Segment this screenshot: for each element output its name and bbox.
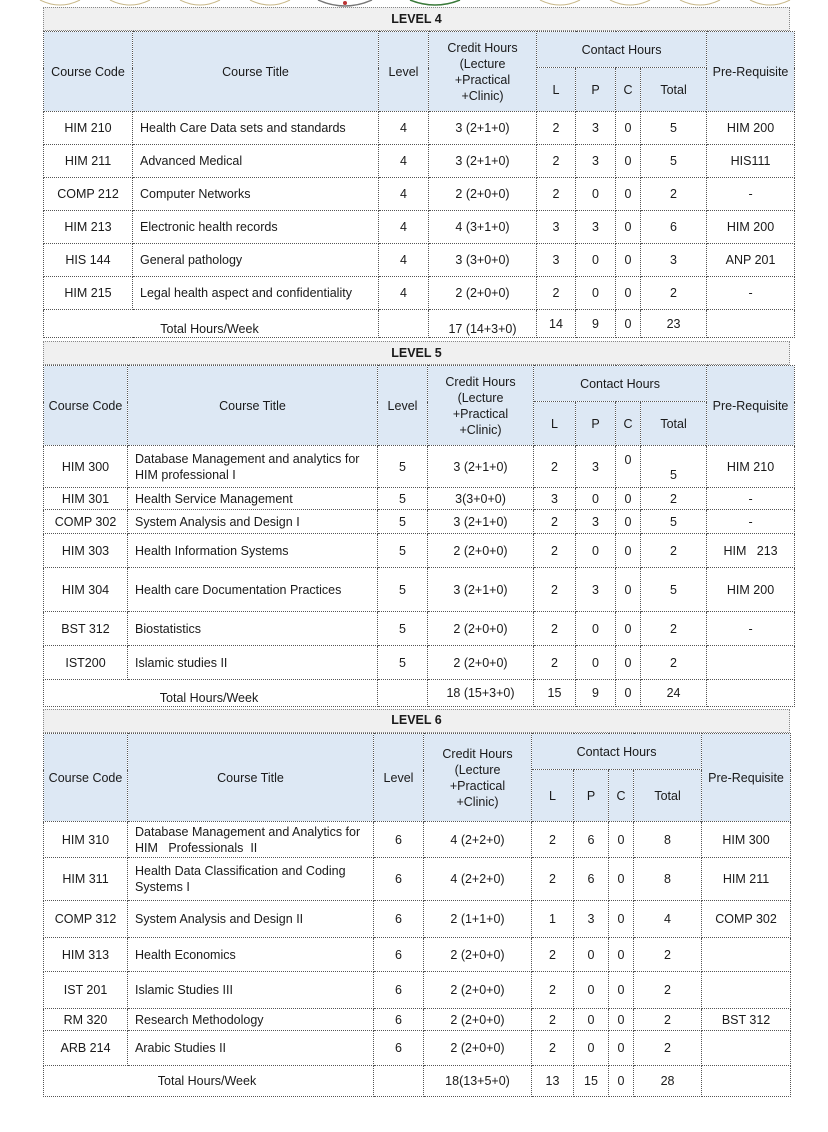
course-prereq: - [707, 510, 795, 534]
header-course-code: Course Code [44, 366, 128, 446]
course-prereq: BST 312 [702, 1009, 791, 1031]
table-row [44, 488, 795, 510]
course-total: 3 [641, 244, 707, 277]
course-l: 2 [537, 277, 576, 310]
course-prereq: HIM 210 [707, 446, 795, 488]
total-credit: 18(13+5+0) [424, 1066, 532, 1097]
course-l: 2 [534, 568, 576, 612]
course-p: 0 [574, 1009, 609, 1031]
course-l: 2 [537, 145, 576, 178]
course-credit: 3(3+0+0) [428, 488, 534, 510]
course-l: 1 [532, 901, 574, 938]
course-level: 5 [378, 534, 428, 568]
course-total: 8 [634, 858, 702, 901]
course-credit: 2 (1+1+0) [424, 901, 532, 938]
total-l: 15 [534, 680, 576, 707]
total-row [44, 1066, 791, 1097]
course-c: 0 [616, 568, 641, 612]
course-total: 2 [634, 1031, 702, 1066]
table-row [44, 446, 795, 488]
course-code: RM 320 [44, 1009, 128, 1031]
header-c: C [609, 770, 634, 822]
course-c: 0 [609, 972, 634, 1009]
course-credit: 2 (2+0+0) [428, 646, 534, 680]
table-row [44, 178, 795, 211]
course-prereq: - [707, 612, 795, 646]
header-credit-hours: Credit Hours (Lecture +Practical +Clinic) [429, 32, 537, 112]
total-row [44, 310, 795, 338]
course-title: Islamic Studies III [128, 972, 374, 1009]
course-prereq: HIM 200 [707, 112, 795, 145]
total-c: 0 [609, 1066, 634, 1097]
course-credit: 3 (2+1+0) [428, 510, 534, 534]
course-prereq: - [707, 488, 795, 510]
course-credit: 4 (3+1+0) [429, 211, 537, 244]
course-title: Electronic health records [133, 211, 379, 244]
course-p: 0 [576, 534, 616, 568]
course-total: 2 [634, 972, 702, 1009]
total-p: 9 [576, 680, 616, 707]
table-row [44, 858, 791, 901]
course-code: IST 201 [44, 972, 128, 1009]
course-credit: 2 (2+0+0) [424, 972, 532, 1009]
total-l: 14 [537, 310, 576, 338]
course-total: 2 [641, 178, 707, 211]
table-row [44, 901, 791, 938]
course-prereq [702, 1031, 791, 1066]
course-total: 2 [641, 488, 707, 510]
table-row [44, 972, 791, 1009]
header-course-title: Course Title [128, 734, 374, 822]
total-label: Total Hours/Week [44, 1066, 374, 1097]
course-title: Health care Documentation Practices [128, 568, 378, 612]
header-p: P [574, 770, 609, 822]
course-code: COMP 312 [44, 901, 128, 938]
course-level: 4 [379, 145, 429, 178]
table-row [44, 1009, 791, 1031]
course-prereq: HIM 213 [707, 534, 795, 568]
course-prereq: HIM 211 [702, 858, 791, 901]
course-p: 0 [576, 277, 616, 310]
header-p: P [576, 402, 616, 446]
course-credit: 3 (2+1+0) [429, 112, 537, 145]
course-c: 0 [616, 488, 641, 510]
course-total: 4 [634, 901, 702, 938]
course-l: 2 [532, 1009, 574, 1031]
level-6-heading: LEVEL 6 [43, 709, 790, 733]
course-p: 3 [576, 211, 616, 244]
total-p: 9 [576, 310, 616, 338]
course-title: Health Data Classification and Coding Systems I [128, 858, 374, 901]
total-credit: 17 (14+3+0) [429, 310, 537, 338]
header-total: Total [634, 770, 702, 822]
course-l: 2 [537, 112, 576, 145]
course-code: HIM 300 [44, 446, 128, 488]
table-row [44, 145, 795, 178]
course-c: 0 [616, 244, 641, 277]
course-title: Advanced Medical [133, 145, 379, 178]
course-p: 6 [574, 858, 609, 901]
course-l: 2 [532, 938, 574, 972]
course-code: HIM 310 [44, 822, 128, 858]
course-prereq [702, 972, 791, 1009]
course-c: 0 [616, 178, 641, 211]
course-code: HIM 211 [44, 145, 133, 178]
course-c: 0 [609, 1009, 634, 1031]
course-l: 2 [534, 646, 576, 680]
course-c: 0 [616, 646, 641, 680]
table-row [44, 277, 795, 310]
header-total: Total [641, 68, 707, 112]
course-code: HIM 213 [44, 211, 133, 244]
course-c: 0 [616, 112, 641, 145]
course-credit: 3 (2+1+0) [429, 145, 537, 178]
course-title: System Analysis and Design II [128, 901, 374, 938]
header-credit-hours: Credit Hours (Lecture +Practical +Clinic) [428, 366, 534, 446]
course-prereq [702, 938, 791, 972]
table-row [44, 211, 795, 244]
course-prereq [707, 646, 795, 680]
course-total: 5 [641, 446, 707, 488]
course-code: HIM 313 [44, 938, 128, 972]
course-code: HIS 144 [44, 244, 133, 277]
course-p: 3 [576, 510, 616, 534]
course-l: 2 [532, 858, 574, 901]
course-title: Health Economics [128, 938, 374, 972]
course-title: Biostatistics [128, 612, 378, 646]
course-p: 3 [576, 446, 616, 488]
course-credit: 2 (2+0+0) [428, 612, 534, 646]
table-row [44, 1031, 791, 1066]
course-c: 0 [616, 145, 641, 178]
total-c: 0 [616, 310, 641, 338]
course-total: 2 [634, 938, 702, 972]
course-level: 5 [378, 612, 428, 646]
total-label: Total Hours/Week [44, 310, 379, 338]
course-c: 0 [609, 938, 634, 972]
course-credit: 4 (2+2+0) [424, 822, 532, 858]
course-level: 4 [379, 178, 429, 211]
course-code: HIM 311 [44, 858, 128, 901]
table-row [44, 112, 795, 145]
course-code: HIM 215 [44, 277, 133, 310]
course-title: General pathology [133, 244, 379, 277]
course-title: Database Management and Analytics for HIM Professionals II [128, 822, 374, 858]
course-l: 3 [537, 211, 576, 244]
header-course-code: Course Code [44, 32, 133, 112]
course-prereq: HIS111 [707, 145, 795, 178]
total-hours: 24 [641, 680, 707, 707]
course-p: 0 [574, 1031, 609, 1066]
header-l: L [532, 770, 574, 822]
course-level: 5 [378, 488, 428, 510]
course-total: 8 [634, 822, 702, 858]
course-p: 0 [576, 244, 616, 277]
course-level: 5 [378, 646, 428, 680]
course-l: 2 [532, 972, 574, 1009]
total-hours: 23 [641, 310, 707, 338]
course-total: 2 [634, 1009, 702, 1031]
header-level: Level [378, 366, 428, 446]
course-c: 0 [616, 211, 641, 244]
course-code: COMP 212 [44, 178, 133, 211]
table-row [44, 534, 795, 568]
course-c: 0 [616, 446, 641, 488]
total-p: 15 [574, 1066, 609, 1097]
course-prereq: ANP 201 [707, 244, 795, 277]
course-level: 4 [379, 244, 429, 277]
course-credit: 3 (3+0+0) [429, 244, 537, 277]
header-c: C [616, 402, 641, 446]
table-row [44, 938, 791, 972]
header-level: Level [374, 734, 424, 822]
course-p: 0 [576, 178, 616, 211]
table-row [44, 612, 795, 646]
course-c: 0 [616, 612, 641, 646]
course-code: BST 312 [44, 612, 128, 646]
course-l: 2 [534, 510, 576, 534]
total-credit: 18 (15+3+0) [428, 680, 534, 707]
course-credit: 3 (2+1+0) [428, 568, 534, 612]
header-total: Total [641, 402, 707, 446]
course-l: 2 [532, 1031, 574, 1066]
course-code: HIM 303 [44, 534, 128, 568]
course-title: Arabic Studies II [128, 1031, 374, 1066]
course-total: 2 [641, 646, 707, 680]
header-prerequisite: Pre-Requisite [702, 734, 791, 822]
header-c: C [616, 68, 641, 112]
course-credit: 2 (2+0+0) [424, 1009, 532, 1031]
course-prereq: HIM 200 [707, 211, 795, 244]
course-p: 3 [576, 145, 616, 178]
course-prereq: HIM 200 [707, 568, 795, 612]
course-total: 5 [641, 112, 707, 145]
course-p: 6 [574, 822, 609, 858]
course-l: 2 [537, 178, 576, 211]
course-level: 4 [379, 112, 429, 145]
course-level: 6 [374, 858, 424, 901]
course-title: Research Methodology [128, 1009, 374, 1031]
course-credit: 2 (2+0+0) [424, 1031, 532, 1066]
course-title: Islamic studies II [128, 646, 378, 680]
table-row [44, 822, 791, 858]
course-credit: 2 (2+0+0) [429, 277, 537, 310]
course-title: Health Information Systems [128, 534, 378, 568]
course-p: 0 [576, 646, 616, 680]
level-4-heading: LEVEL 4 [43, 7, 790, 31]
header-course-title: Course Title [128, 366, 378, 446]
level-5-table [43, 365, 795, 707]
course-title: Health Service Management [128, 488, 378, 510]
course-title: Computer Networks [133, 178, 379, 211]
course-level: 4 [379, 211, 429, 244]
total-c: 0 [616, 680, 641, 707]
course-code: HIM 304 [44, 568, 128, 612]
header-contact-hours: Contact Hours [537, 32, 707, 68]
course-total: 5 [641, 145, 707, 178]
level-6-table [43, 733, 791, 1097]
course-l: 2 [534, 612, 576, 646]
course-prereq: HIM 300 [702, 822, 791, 858]
table-row [44, 646, 795, 680]
course-code: HIM 301 [44, 488, 128, 510]
course-p: 3 [576, 568, 616, 612]
course-c: 0 [616, 510, 641, 534]
course-c: 0 [609, 858, 634, 901]
course-c: 0 [609, 822, 634, 858]
course-prereq: COMP 302 [702, 901, 791, 938]
course-title: Database Management and analytics for HIM professional I [128, 446, 378, 488]
header-l: L [537, 68, 576, 112]
course-code: COMP 302 [44, 510, 128, 534]
header-course-code: Course Code [44, 734, 128, 822]
course-p: 0 [574, 972, 609, 1009]
course-p: 0 [574, 938, 609, 972]
table-row [44, 568, 795, 612]
course-title: Legal health aspect and confidentiality [133, 277, 379, 310]
course-l: 3 [537, 244, 576, 277]
course-p: 0 [576, 612, 616, 646]
course-c: 0 [609, 1031, 634, 1066]
course-level: 5 [378, 510, 428, 534]
header-credit-hours: Credit Hours (Lecture +Practical +Clinic) [424, 734, 532, 822]
course-c: 0 [616, 534, 641, 568]
course-total: 6 [641, 211, 707, 244]
course-prereq: - [707, 178, 795, 211]
course-credit: 2 (2+0+0) [428, 534, 534, 568]
course-l: 2 [534, 446, 576, 488]
course-total: 5 [641, 568, 707, 612]
level-5-heading: LEVEL 5 [43, 341, 790, 365]
course-credit: 2 (2+0+0) [424, 938, 532, 972]
course-p: 0 [576, 488, 616, 510]
course-code: HIM 210 [44, 112, 133, 145]
course-c: 0 [609, 901, 634, 938]
course-p: 3 [576, 112, 616, 145]
course-credit: 3 (2+1+0) [428, 446, 534, 488]
course-level: 6 [374, 972, 424, 1009]
course-l: 2 [534, 534, 576, 568]
course-level: 6 [374, 1031, 424, 1066]
header-l: L [534, 402, 576, 446]
header-contact-hours: Contact Hours [532, 734, 702, 770]
header-contact-hours: Contact Hours [534, 366, 707, 402]
course-l: 3 [534, 488, 576, 510]
total-row [44, 680, 795, 707]
header-prerequisite: Pre-Requisite [707, 32, 795, 112]
course-total: 2 [641, 277, 707, 310]
course-c: 0 [616, 277, 641, 310]
course-p: 3 [574, 901, 609, 938]
course-l: 2 [532, 822, 574, 858]
total-l: 13 [532, 1066, 574, 1097]
course-credit: 4 (2+2+0) [424, 858, 532, 901]
course-level: 5 [378, 446, 428, 488]
course-level: 6 [374, 901, 424, 938]
table-row [44, 244, 795, 277]
course-code: IST200 [44, 646, 128, 680]
course-total: 5 [641, 510, 707, 534]
header-p: P [576, 68, 616, 112]
total-hours: 28 [634, 1066, 702, 1097]
level-4-table [43, 31, 795, 338]
course-level: 6 [374, 1009, 424, 1031]
course-prereq: - [707, 277, 795, 310]
course-level: 6 [374, 938, 424, 972]
course-level: 5 [378, 568, 428, 612]
course-title: System Analysis and Design I [128, 510, 378, 534]
course-level: 6 [374, 822, 424, 858]
course-level: 4 [379, 277, 429, 310]
header-course-title: Course Title [133, 32, 379, 112]
total-label: Total Hours/Week [44, 680, 378, 707]
header-level: Level [379, 32, 429, 112]
course-credit: 2 (2+0+0) [429, 178, 537, 211]
header-prerequisite: Pre-Requisite [707, 366, 795, 446]
course-total: 2 [641, 534, 707, 568]
table-row [44, 510, 795, 534]
course-code: ARB 214 [44, 1031, 128, 1066]
course-title: Health Care Data sets and standards [133, 112, 379, 145]
course-total: 2 [641, 612, 707, 646]
